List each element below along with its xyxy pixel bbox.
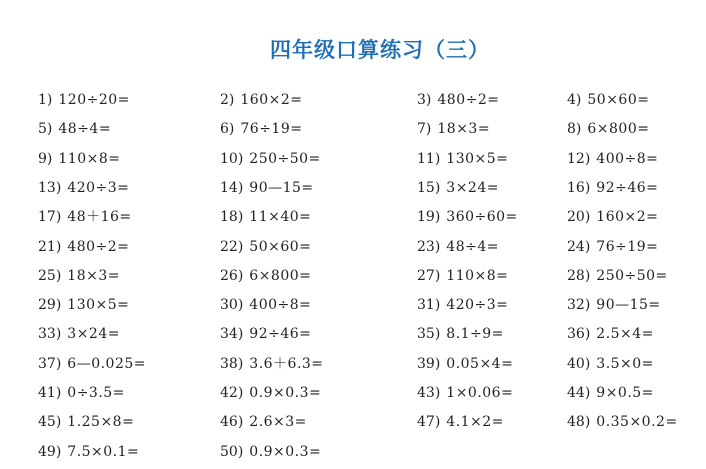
problem-item [417,174,499,203]
problem-item [567,145,658,174]
problem-item [417,233,499,262]
problem-expression: 0.35×0.2= [596,414,678,431]
problem-item [567,320,654,349]
problem-expression: 92÷46= [249,326,312,343]
problem-item [38,115,111,144]
problem-item [417,86,499,115]
problem-expression: 480÷2= [437,92,500,108]
problem-expression: 90—15= [596,297,661,314]
problem-item [38,233,129,262]
problem-number: 25) [38,267,62,284]
problem-expression: 0.05×4= [446,355,514,372]
problem-expression: 420÷3= [446,297,509,314]
problem-item [417,115,490,144]
problem-item [38,291,129,320]
problem-expression: 0.9×0.3= [249,385,322,401]
problem-number: 23) [417,238,441,255]
problem-item [38,174,129,203]
problem-expression: 9×0.5= [596,385,654,401]
problem-number: 50) [220,443,244,460]
problem-number: 45) [38,414,62,431]
problem-item [567,203,658,232]
problem-expression: 48÷4= [58,121,112,138]
problem-expression: 1.25×8= [67,414,135,431]
problem-item [417,291,508,320]
problem-number: 6) [220,121,235,138]
problem-number: 28) [567,267,591,284]
problem-number: 44) [567,385,591,401]
problem-number: 37) [38,355,62,372]
problem-number: 21) [38,238,62,255]
problem-item [38,320,120,349]
problem-number: 40) [567,355,591,372]
problem-number: 1) [38,92,53,108]
problem-expression: 48÷4= [446,238,499,255]
problem-number: 38) [220,355,244,372]
problem-expression: 160×2= [240,92,303,108]
problem-item [220,379,321,408]
problem-number: 10) [220,150,244,167]
problem-expression: 76÷19= [596,238,659,255]
problem-number: 26) [220,267,244,284]
problem-item [220,174,314,203]
problem-expression: 18×3= [67,267,120,284]
problem-expression: 250÷50= [596,267,668,284]
problem-expression: 3.5×0= [596,355,654,372]
problem-number: 32) [567,297,591,314]
problem-expression: 0.9×0.3= [249,443,322,460]
problem-item [38,262,120,291]
problem-expression: 18×3= [437,121,491,138]
problem-item [417,408,504,437]
problem-number: 3) [417,92,432,108]
problem-number: 7) [417,121,432,138]
problem-number: 19) [417,209,441,226]
problem-item [38,350,146,379]
problem-expression: 110×8= [58,150,121,167]
problem-expression: 110×8= [446,267,509,284]
problem-expression: 2.5×4= [596,326,654,343]
problem-number: 5) [38,121,53,138]
problem-item [220,203,311,232]
problem-expression: 120÷20= [58,92,130,108]
problem-item [417,350,513,379]
problem-grid [0,86,706,469]
problem-number: 34) [220,326,244,343]
problem-expression: 250÷50= [249,150,321,167]
problem-expression: 420÷3= [67,179,130,196]
problem-expression: 11×40= [249,209,312,226]
problem-number: 41) [38,385,62,401]
problem-expression: 90—15= [249,179,314,196]
problem-number: 35) [417,326,441,343]
problem-expression: 3.6＋6.3= [249,355,324,372]
problem-expression: 6×800= [249,267,312,284]
problem-number: 2) [220,92,235,108]
problem-item [38,203,132,232]
problem-item [417,203,518,232]
problem-expression: 50×60= [249,238,312,255]
problem-number: 33) [38,326,62,343]
problem-number: 47) [417,414,441,431]
problem-expression: 7.5×0.1= [67,443,140,460]
problem-number: 39) [417,355,441,372]
problem-item [567,350,654,379]
problem-item [220,350,324,379]
problem-expression: 76÷19= [240,121,303,138]
problem-expression: 48＋16= [67,209,132,226]
problem-expression: 50×60= [587,92,650,108]
problem-expression: 400÷8= [249,297,312,314]
problem-expression: 92÷46= [596,179,659,196]
problem-expression: 130×5= [67,297,130,314]
problem-number: 48) [567,414,591,431]
problem-item [220,291,311,320]
problem-item [38,379,125,408]
problem-item [567,408,678,437]
problem-item [220,115,302,144]
problem-number: 43) [417,385,441,401]
problem-item [567,115,649,144]
problem-item [38,438,139,467]
problem-number: 22) [220,238,244,255]
problem-expression: 4.1×2= [446,414,504,431]
problem-item [417,262,508,291]
problem-number: 14) [220,179,244,196]
problem-number: 29) [38,297,62,314]
problem-item [567,379,654,408]
problem-item [220,320,311,349]
problem-item [417,320,504,349]
problem-item [417,379,513,408]
problem-number: 15) [417,179,441,196]
problem-expression: 3×24= [67,326,120,343]
problem-item [567,233,658,262]
problem-item [220,233,311,262]
problem-number: 17) [38,209,62,226]
problem-expression: 2.6×3= [249,414,307,431]
problem-number: 36) [567,326,591,343]
problem-number: 49) [38,443,62,460]
problem-item [567,86,649,115]
problem-expression: 6×800= [587,121,650,138]
problem-number: 4) [567,92,582,108]
problem-number: 11) [417,150,441,167]
problem-item [567,262,668,291]
problem-number: 16) [567,179,591,196]
problem-number: 18) [220,209,244,226]
problem-item [220,438,321,467]
problem-number: 31) [417,297,441,314]
problem-number: 13) [38,179,62,196]
problem-expression: 130×5= [446,150,509,167]
problem-item [220,145,321,174]
problem-expression: 0÷3.5= [67,385,125,401]
problem-expression: 360÷60= [446,209,518,226]
problem-item [220,408,307,437]
problem-item [38,408,134,437]
problem-expression: 480÷2= [67,238,130,255]
problem-item [417,145,508,174]
problem-expression: 8.1÷9= [446,326,504,343]
problem-number: 12) [567,150,591,167]
problem-item [567,174,658,203]
page-title: 四年级口算练习（三） [270,38,490,62]
problem-expression: 160×2= [596,209,659,226]
problem-expression: 1×0.06= [446,385,514,401]
problem-number: 30) [220,297,244,314]
problem-expression: 3×24= [446,179,499,196]
problem-item [38,86,130,115]
problem-number: 42) [220,385,244,401]
problem-item [567,291,661,320]
problem-number: 46) [220,414,244,431]
problem-expression: 400÷8= [596,150,659,167]
problem-item [38,145,120,174]
problem-item [220,86,302,115]
problem-number: 9) [38,150,53,167]
problem-number: 8) [567,121,582,138]
problem-number: 24) [567,238,591,255]
problem-item [220,262,311,291]
problem-number: 20) [567,209,591,226]
problem-number: 27) [417,267,441,284]
problem-expression: 6—0.025= [67,355,146,372]
